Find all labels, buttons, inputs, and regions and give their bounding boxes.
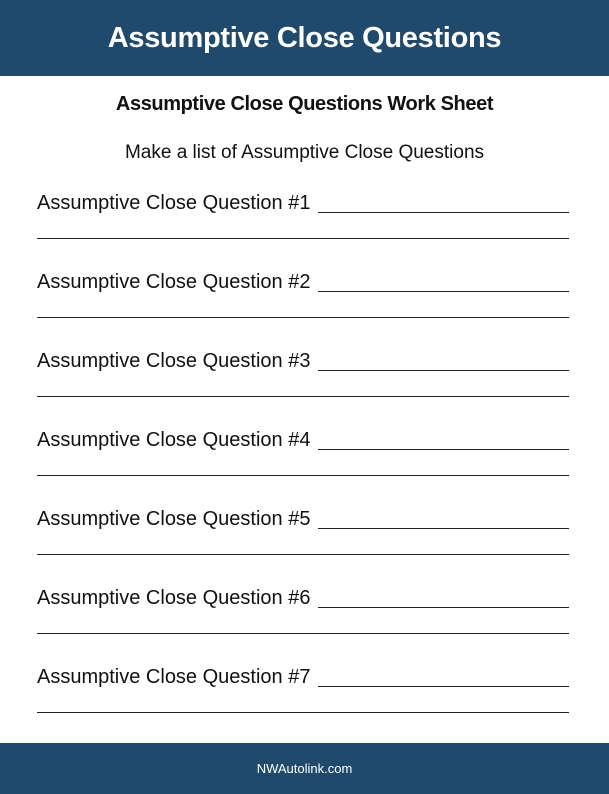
answer-line-continued[interactable]	[37, 238, 569, 239]
question-4	[37, 425, 569, 504]
question-label: Assumptive Close Question #2	[37, 271, 311, 293]
answer-line[interactable]	[318, 508, 569, 529]
answer-line-continued[interactable]	[37, 554, 569, 555]
footer-website: NWAutolink.com	[256, 761, 353, 776]
answer-line-continued[interactable]	[37, 712, 569, 713]
answer-line-continued[interactable]	[37, 396, 569, 397]
answer-line[interactable]	[318, 271, 569, 292]
worksheet-title: Assumptive Close Questions Work Sheet	[115, 93, 494, 115]
answer-line[interactable]	[318, 350, 569, 371]
answer-line-continued[interactable]	[37, 475, 569, 476]
question-7	[37, 662, 569, 741]
question-2	[37, 267, 569, 346]
header-banner	[0, 0, 609, 76]
worksheet-instructions: Make a list of Assumptive Close Questions	[124, 142, 485, 163]
question-label: Assumptive Close Question #1	[37, 192, 311, 214]
answer-line-continued[interactable]	[37, 317, 569, 318]
question-label: Assumptive Close Question #4	[37, 429, 311, 451]
question-label: Assumptive Close Question #6	[37, 587, 311, 609]
question-3	[37, 346, 569, 425]
answer-line[interactable]	[318, 429, 569, 450]
question-label: Assumptive Close Question #3	[37, 350, 311, 372]
question-label: Assumptive Close Question #7	[37, 666, 311, 688]
question-6	[37, 583, 569, 662]
answer-line[interactable]	[318, 192, 569, 213]
page-title: Assumptive Close Questions	[107, 21, 502, 54]
question-label: Assumptive Close Question #5	[37, 508, 311, 530]
answer-line-continued[interactable]	[37, 633, 569, 634]
answer-line[interactable]	[318, 587, 569, 608]
answer-line[interactable]	[318, 666, 569, 687]
footer-banner	[0, 743, 609, 794]
question-1	[37, 188, 569, 267]
question-list	[37, 188, 569, 741]
question-5	[37, 504, 569, 583]
